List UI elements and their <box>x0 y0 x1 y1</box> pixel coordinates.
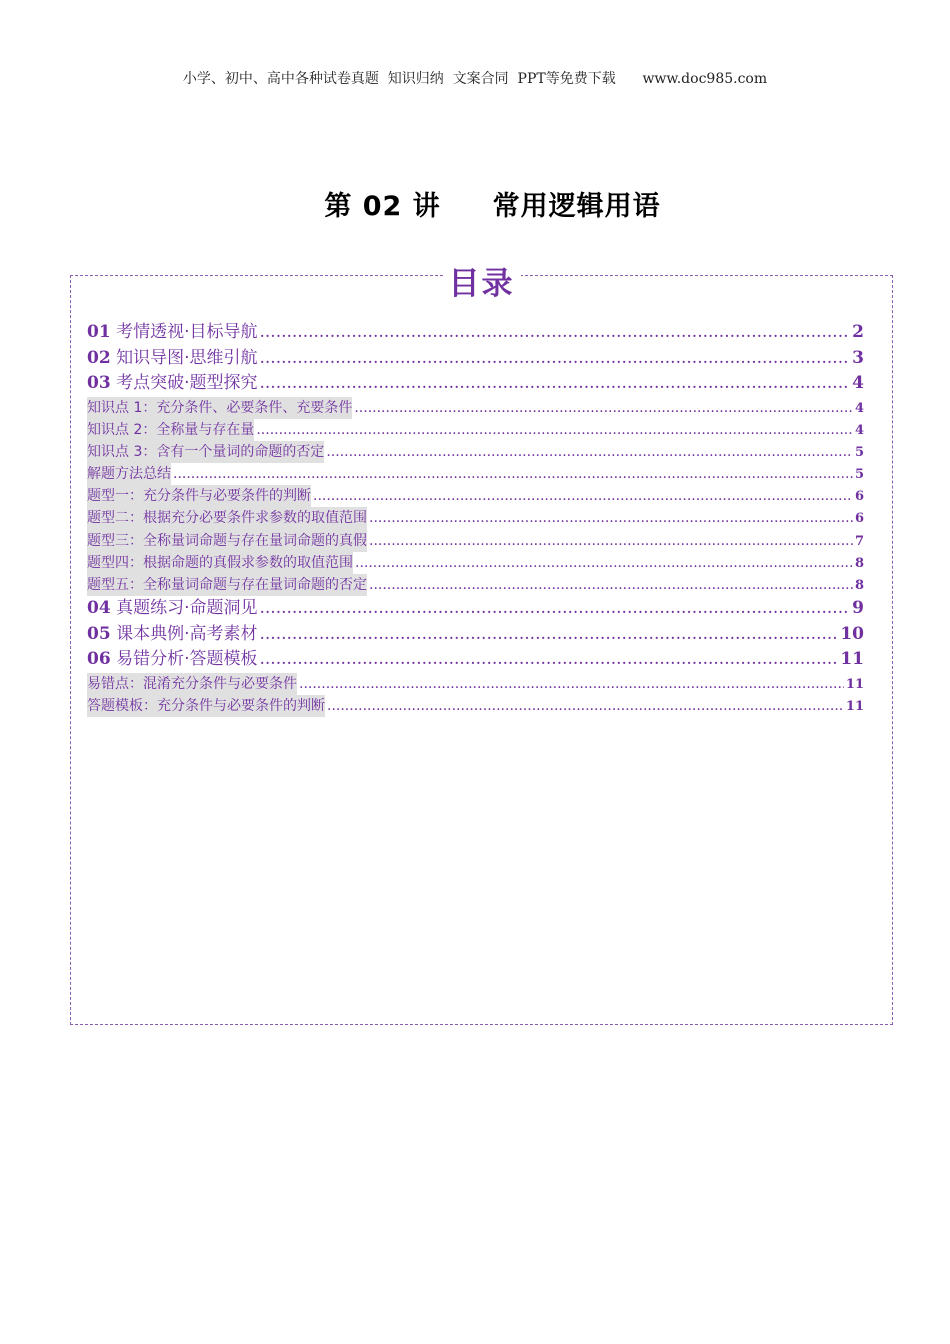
toc-entry-text: 知识点 3：含有一个量词的命题的否定 <box>87 443 325 460</box>
toc-entry[interactable] <box>87 397 864 419</box>
toc-entry-text: 答题模板：充分条件与必要条件的判断 <box>87 697 325 714</box>
toc-leader-dots <box>355 552 853 574</box>
toc-entry[interactable] <box>87 441 864 463</box>
toc-entry-page: 10 <box>840 623 864 644</box>
toc-entry-label <box>87 530 367 552</box>
toc-leader-dots <box>256 419 853 441</box>
toc-entry[interactable] <box>87 346 864 372</box>
toc-heading: 目录 <box>443 258 521 303</box>
toc-entry-label <box>87 371 257 397</box>
toc-entry-label <box>87 346 257 372</box>
toc-leader-dots <box>259 346 850 372</box>
toc-leader-dots <box>327 695 844 717</box>
toc-heading-wrap <box>71 258 892 303</box>
toc-entry-text: 题型三：全称量词命题与存在量词命题的真假 <box>87 532 367 549</box>
page-header: 小学、初中、高中各种试卷真题 知识归纳 文案合同 PPT等免费下载 www.doc985.com <box>182 71 768 87</box>
toc-entry-text: 课本典例·高考素材 <box>110 623 258 644</box>
toc-leader-dots <box>326 441 853 463</box>
toc-entry-text: 知识点 2：全称量与存在量 <box>87 421 255 438</box>
toc-leader-dots <box>259 596 850 622</box>
toc-entry[interactable] <box>87 647 864 673</box>
toc-leader-dots <box>313 485 853 507</box>
toc-entry[interactable] <box>87 552 864 574</box>
toc-entry-label <box>87 485 311 507</box>
toc-entry-text: 考情透视·目标导航 <box>110 322 258 342</box>
toc-entry-label <box>87 507 367 529</box>
toc-entry-number: 06 <box>87 649 111 670</box>
toc-leader-dots <box>369 574 853 596</box>
toc-leader-dots <box>259 371 850 397</box>
toc-entry-text: 考点突破·题型探究 <box>110 373 258 393</box>
toc-entry-text: 解题方法总结 <box>87 466 171 483</box>
toc-entry[interactable] <box>87 485 864 507</box>
toc-entry-page: 8 <box>854 555 864 571</box>
toc-entry-page: 6 <box>854 489 864 505</box>
toc-entry-page: 11 <box>840 649 864 670</box>
toc-entry-label <box>87 574 367 596</box>
toc-entry-page: 5 <box>854 467 864 483</box>
toc-entry-page: 9 <box>852 598 864 619</box>
toc-entry-text: 知识点 1：充分条件、必要条件、充要条件 <box>87 399 353 416</box>
toc-entry-number: 01 <box>87 322 111 342</box>
toc-entry[interactable] <box>87 596 864 622</box>
toc-leader-dots <box>369 507 853 529</box>
toc-entry[interactable] <box>87 622 864 648</box>
toc-entry[interactable] <box>87 507 864 529</box>
toc-entry-text: 真题练习·命题洞见 <box>110 598 258 619</box>
lecture-title: 第 02 讲 常用逻辑用语 <box>324 191 661 222</box>
toc-entry[interactable] <box>87 695 864 717</box>
toc-entry-page: 2 <box>852 322 864 342</box>
toc-leader-dots <box>354 397 853 419</box>
toc-entry-label <box>87 463 171 485</box>
toc-entry[interactable] <box>87 574 864 596</box>
toc-entry-page: 3 <box>852 347 864 368</box>
toc-leader-dots <box>259 320 850 346</box>
toc-entry-text: 知识导图·思维引航 <box>110 347 258 368</box>
toc-entry-text: 题型四：根据命题的真假求参数的取值范围 <box>87 554 353 571</box>
toc-entry-page: 4 <box>852 373 864 393</box>
toc-leader-dots <box>299 673 844 695</box>
toc-entry-label <box>87 695 325 717</box>
toc-entry-page: 11 <box>845 698 864 714</box>
toc-leader-dots <box>259 647 838 673</box>
toc-entry-label <box>87 441 324 463</box>
toc-entry-number: 02 <box>87 347 111 368</box>
toc-entry-label <box>87 320 257 346</box>
toc-entry-text: 题型五：全称量词命题与存在量词命题的否定 <box>87 577 367 593</box>
toc-leader-dots <box>369 530 853 552</box>
toc-entry-page: 11 <box>845 676 864 692</box>
toc-entry-label <box>87 419 254 441</box>
toc-entry-label <box>87 673 297 695</box>
toc-entry[interactable] <box>87 371 864 397</box>
table-of-contents <box>70 266 893 1025</box>
toc-entry[interactable] <box>87 419 864 441</box>
toc-leader-dots <box>173 463 853 485</box>
toc-leader-dots <box>259 622 838 648</box>
toc-entry-page: 7 <box>854 533 864 549</box>
toc-entry-page: 8 <box>854 578 864 593</box>
toc-entries <box>87 320 864 717</box>
toc-entry-label <box>87 622 257 648</box>
toc-entry-label <box>87 552 353 574</box>
toc-entry-label <box>87 596 257 622</box>
toc-entry-text: 题型二：根据充分必要条件求参数的取值范围 <box>87 510 367 527</box>
toc-entry-number: 05 <box>87 623 111 644</box>
toc-entry[interactable] <box>87 530 864 552</box>
toc-entry[interactable] <box>87 463 864 485</box>
toc-entry-label <box>87 647 257 673</box>
toc-entry-page: 5 <box>854 444 864 460</box>
toc-entry-text: 易错点：混淆充分条件与必要条件 <box>87 675 297 692</box>
toc-entry[interactable] <box>87 673 864 695</box>
toc-entry-text: 易错分析·答题模板 <box>110 649 258 670</box>
toc-entry-page: 4 <box>854 422 864 438</box>
toc-entry-page: 4 <box>854 400 864 416</box>
toc-entry-page: 6 <box>854 511 864 527</box>
toc-entry[interactable] <box>87 320 864 346</box>
toc-entry-number: 04 <box>87 598 111 619</box>
toc-entry-label <box>87 397 352 419</box>
toc-entry-number: 03 <box>87 373 111 393</box>
toc-entry-text: 题型一：充分条件与必要条件的判断 <box>87 488 311 505</box>
